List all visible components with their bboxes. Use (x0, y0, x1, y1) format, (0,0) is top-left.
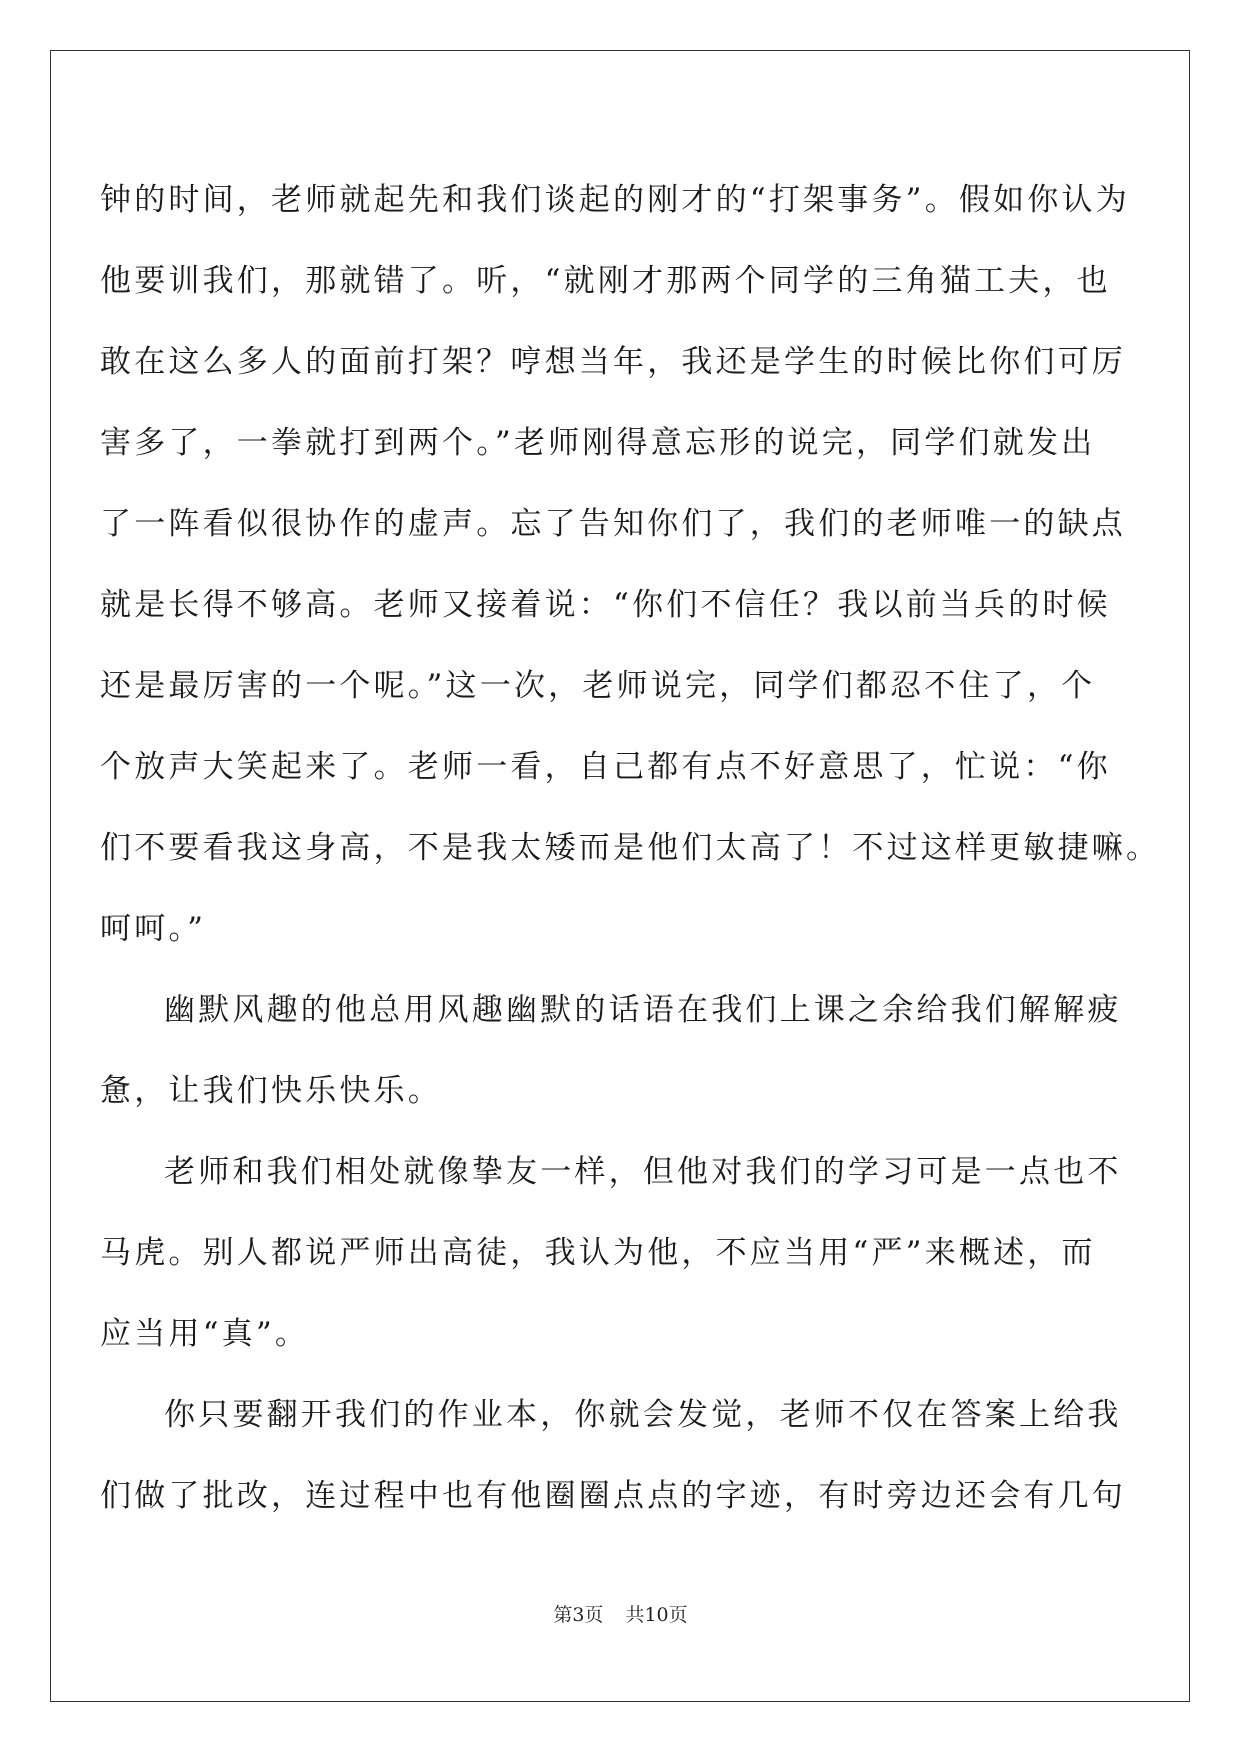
page-footer (0, 1600, 1241, 1627)
text-line: 了一阵看似很协作的虚声。忘了告知你们了，我们的老师唯一的缺点 (100, 506, 1126, 542)
text-line: 们做了批改，连过程中也有他圈圈点点的字迹，有时旁边还会有几句 (100, 1478, 1126, 1514)
text-line: 他要训我们，那就错了。听，“就刚才那两个同学的三角猫工夫，也 (100, 263, 1111, 299)
text-line: 呵呵。” (100, 911, 207, 947)
document-body (100, 160, 1161, 1537)
text-line: 们不要看我这身高，不是我太矮而是他们太高了！不过这样更敏捷嘛。 (100, 830, 1161, 866)
text-line: 钟的时间，老师就起先和我们谈起的刚才的“打架事务”。假如你认为 (100, 182, 1130, 218)
text-line: 还是最厉害的一个呢。”这一次，老师说完，同学们都忍不住了，个 (100, 668, 1096, 704)
text-line: 马虎。别人都说严师出高徒，我认为他，不应当用“严”来概述，而 (100, 1235, 1096, 1271)
text-line: 害多了，一拳就打到两个。”老师刚得意忘形的说完，同学们就发出 (100, 425, 1096, 461)
text-line: 惫，让我们快乐快乐。 (100, 1073, 442, 1109)
text-line: 你只要翻开我们的作业本，你就会发觉，老师不仅在答案上给我 (164, 1397, 1122, 1433)
text-line: 个放声大笑起来了。老师一看，自己都有点不好意思了，忙说：“你 (100, 749, 1111, 785)
text-line: 老师和我们相处就像挚友一样，但他对我们的学习可是一点也不 (164, 1154, 1122, 1190)
text-line: 就是长得不够高。老师又接着说：“你们不信任？我以前当兵的时候 (100, 587, 1111, 623)
text-line: 敢在这么多人的面前打架？哼想当年，我还是学生的时候比你们可厉 (100, 344, 1126, 380)
text-line: 应当用“真”。 (100, 1316, 310, 1352)
page-total: 共10页 (625, 1604, 688, 1626)
page-number: 第3页 (553, 1604, 604, 1626)
text-line: 幽默风趣的他总用风趣幽默的话语在我们上课之余给我们解解疲 (164, 992, 1122, 1028)
